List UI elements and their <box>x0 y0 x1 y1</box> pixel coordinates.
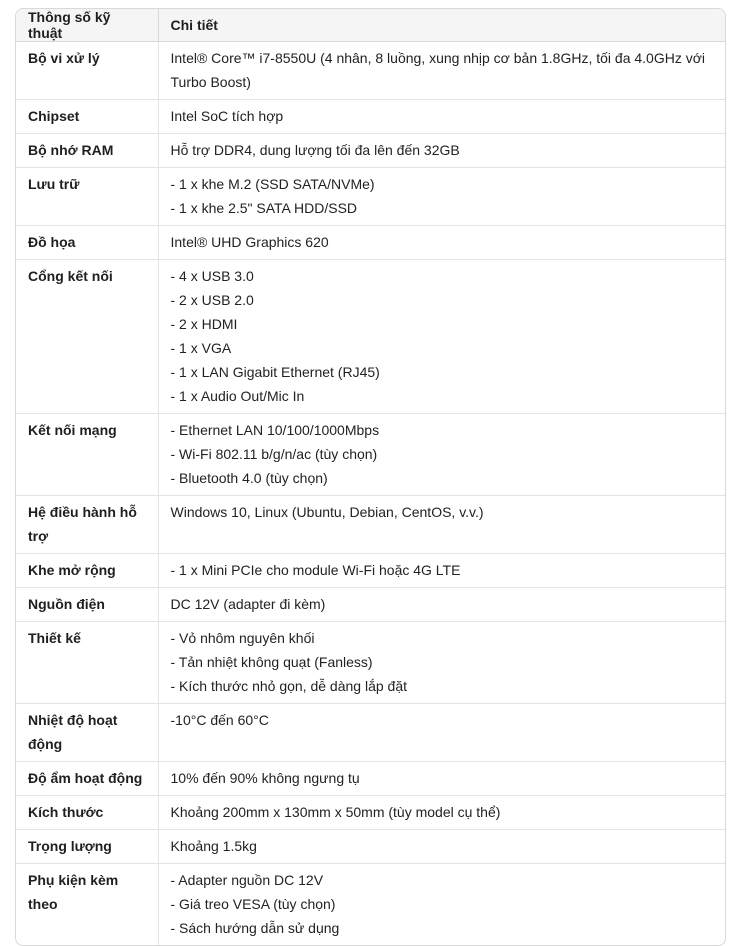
detail-line: - Wi-Fi 802.11 b/g/n/ac (tùy chọn) <box>170 446 378 462</box>
detail-line: - 1 x LAN Gigabit Ethernet (RJ45) <box>170 364 380 380</box>
spec-name: Kích thước <box>16 796 158 830</box>
detail-line: - 2 x USB 2.0 <box>170 292 254 308</box>
table-row <box>16 762 725 796</box>
spec-detail <box>158 134 725 168</box>
detail-line: - 1 x VGA <box>170 340 232 356</box>
spec-name: Hệ điều hành hỗ trợ <box>16 496 158 554</box>
spec-detail <box>158 100 725 134</box>
table-row <box>16 796 725 830</box>
spec-detail <box>158 796 725 830</box>
table-row <box>16 100 725 134</box>
detail-line: - 2 x HDMI <box>170 316 238 332</box>
table-row <box>16 168 725 226</box>
detail-line: - 4 x USB 3.0 <box>170 268 254 284</box>
table-row <box>16 260 725 414</box>
spec-detail <box>158 762 725 796</box>
spec-detail <box>158 226 725 260</box>
table-header-row <box>16 9 725 42</box>
table-row <box>16 704 725 762</box>
spec-name: Cổng kết nối <box>16 260 158 414</box>
spec-detail <box>158 496 725 554</box>
detail-line: - 1 x Mini PCIe cho module Wi-Fi hoặc 4G LTE <box>170 562 461 578</box>
table-row <box>16 414 725 496</box>
spec-name: Nhiệt độ hoạt động <box>16 704 158 762</box>
detail-line: - Kích thước nhỏ gọn, dễ dàng lắp đặt <box>170 678 407 694</box>
detail-line: Intel® Core™ i7-8550U (4 nhân, 8 luồng, xung nhịp cơ bản 1.8GHz, tối đa 4.0GHz với Turbo Boost) <box>170 50 706 90</box>
detail-line: Khoảng 1.5kg <box>170 838 257 854</box>
spec-detail <box>158 414 725 496</box>
table-row <box>16 496 725 554</box>
spec-detail <box>158 260 725 414</box>
table-row <box>16 226 725 260</box>
spec-table-container <box>15 8 726 946</box>
detail-line: Khoảng 200mm x 130mm x 50mm (tùy model cụ thể) <box>170 804 501 820</box>
spec-detail <box>158 830 725 864</box>
table-row <box>16 554 725 588</box>
table-row <box>16 588 725 622</box>
detail-line: - Tản nhiệt không quạt (Fanless) <box>170 654 373 670</box>
spec-name: Nguồn điện <box>16 588 158 622</box>
header-spec: Thông số kỹ thuật <box>16 9 158 42</box>
spec-table <box>16 9 725 945</box>
spec-name: Bộ nhớ RAM <box>16 134 158 168</box>
spec-name: Thiết kế <box>16 622 158 704</box>
detail-line: - Bluetooth 4.0 (tùy chọn) <box>170 470 328 486</box>
table-body <box>16 42 725 946</box>
spec-detail <box>158 622 725 704</box>
detail-line: - 1 x khe 2.5" SATA HDD/SSD <box>170 200 358 216</box>
detail-line: Windows 10, Linux (Ubuntu, Debian, CentOS, v.v.) <box>170 504 484 520</box>
spec-detail <box>158 588 725 622</box>
spec-name: Đồ họa <box>16 226 158 260</box>
header-detail: Chi tiết <box>158 9 725 42</box>
detail-line: - Adapter nguồn DC 12V <box>170 872 324 888</box>
detail-line: Intel® UHD Graphics 620 <box>170 234 329 250</box>
table-row <box>16 42 725 100</box>
detail-line: Intel SoC tích hợp <box>170 108 284 124</box>
detail-line: - 1 x khe M.2 (SSD SATA/NVMe) <box>170 176 375 192</box>
spec-name: Kết nối mạng <box>16 414 158 496</box>
detail-line: -10°C đến 60°C <box>170 712 269 728</box>
table-row <box>16 864 725 946</box>
table-row <box>16 830 725 864</box>
spec-name: Phụ kiện kèm theo <box>16 864 158 946</box>
spec-detail <box>158 864 725 946</box>
spec-detail <box>158 704 725 762</box>
spec-name: Độ ẩm hoạt động <box>16 762 158 796</box>
detail-line: - Giá treo VESA (tùy chọn) <box>170 896 336 912</box>
detail-line: - 1 x Audio Out/Mic In <box>170 388 305 404</box>
spec-detail <box>158 554 725 588</box>
spec-detail <box>158 42 725 100</box>
detail-line: 10% đến 90% không ngưng tụ <box>170 770 360 786</box>
table-row <box>16 134 725 168</box>
detail-line: - Sách hướng dẫn sử dụng <box>170 920 340 936</box>
spec-name: Khe mở rộng <box>16 554 158 588</box>
detail-line: - Vỏ nhôm nguyên khối <box>170 630 315 646</box>
spec-name: Lưu trữ <box>16 168 158 226</box>
detail-line: Hỗ trợ DDR4, dung lượng tối đa lên đến 32GB <box>170 142 460 158</box>
table-row <box>16 622 725 704</box>
spec-name: Trọng lượng <box>16 830 158 864</box>
detail-line: DC 12V (adapter đi kèm) <box>170 596 326 612</box>
spec-name: Chipset <box>16 100 158 134</box>
detail-line: - Ethernet LAN 10/100/1000Mbps <box>170 422 380 438</box>
spec-name: Bộ vi xử lý <box>16 42 158 100</box>
spec-detail <box>158 168 725 226</box>
